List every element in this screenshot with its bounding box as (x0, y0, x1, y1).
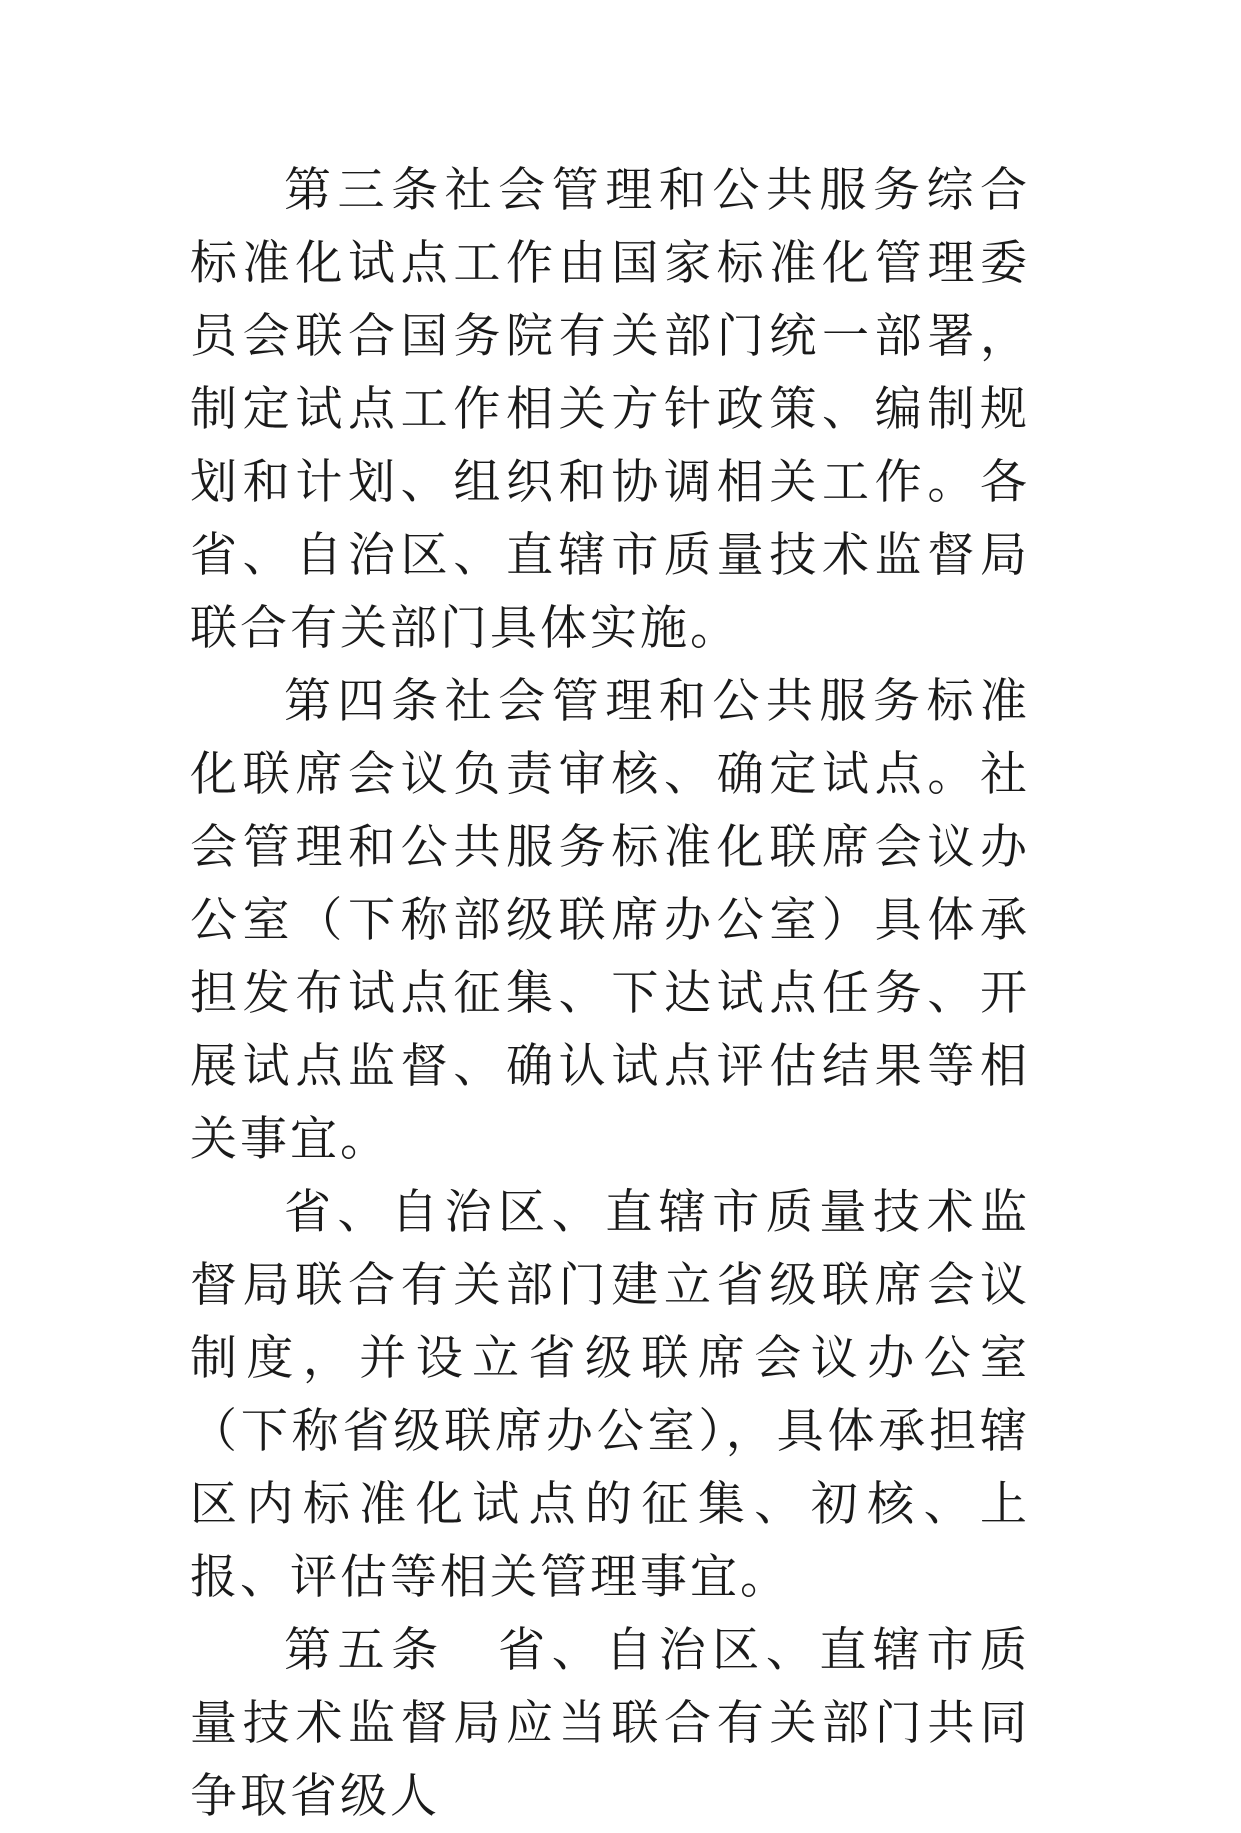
paragraph-article-5: 第五条 省、自治区、直辖市质量技术监督局应当联合有关部门共同争取省级人 (190, 1623, 1030, 1824)
paragraph-article-3: 第三条社会管理和公共服务综合标准化试点工作由国家标准化管理委员会联合国务院有关部门统一部署，制定试点工作相关方针政策、编制规划和计划、组织和协调相关工作。各省、自治区、直辖市质量技术监督局联合有关部门具体实施。 (190, 163, 1030, 656)
document-body (190, 154, 1030, 1833)
paragraph-article-4: 第四条社会管理和公共服务标准化联席会议负责审核、确定试点。社会管理和公共服务标准化联席会议办公室（下称部级联席办公室）具体承担发布试点征集、下达试点任务、开展试点监督、确认试点评估结果等相关事宜。 (190, 674, 1030, 1167)
paragraph-provincial-system: 省、自治区、直辖市质量技术监督局联合有关部门建立省级联席会议制度，并设立省级联席会议办公室（下称省级联席办公室），具体承担辖区内标准化试点的征集、初核、上报、评估等相关管理事宜。 (190, 1185, 1030, 1605)
